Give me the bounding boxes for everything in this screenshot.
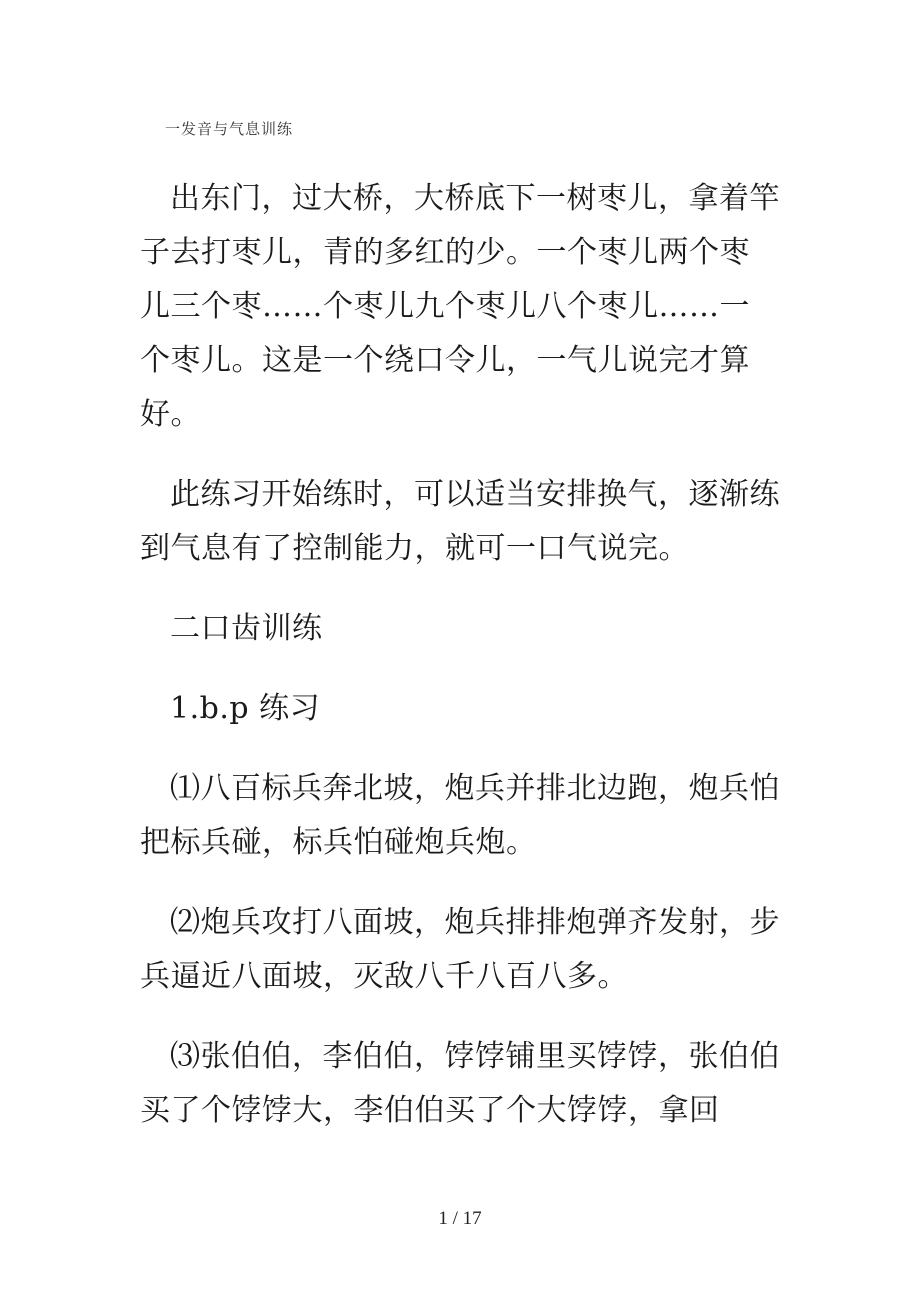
section-heading: 二口齿训练 [170, 611, 323, 646]
exercise-item-2: ⑵炮兵攻打八面坡，炮兵排排炮弹齐发射，步兵逼近八面坡，灭敌八千八百八多。 [140, 905, 780, 994]
paragraph-intro: 出东门，过大桥，大桥底下一树枣儿，拿着竿子去打枣儿，青的多红的少。一个枣儿两个枣儿三个枣……个枣儿九个枣儿八个枣儿……一个枣儿。这是一个绕口令儿，一气儿说完才算好。 [140, 181, 780, 432]
exercise-item-3: ⑶张伯伯，李伯伯，饽饽铺里买饽饽，张伯伯买了个饽饽大，李伯伯买了个大饽饽，拿回 [140, 1039, 780, 1128]
body-text [140, 172, 780, 1138]
running-header: 一发音与气息训练 [165, 120, 294, 138]
exercise-item-1: ⑴八百标兵奔北坡，炮兵并排北边跑，炮兵怕把标兵碰，标兵怕碰炮兵炮。 [140, 771, 780, 860]
page-number: 1 / 17 [438, 1208, 482, 1229]
subsection-heading: 1.b.p 练习 [170, 691, 321, 726]
paragraph-breathing-note: 此练习开始练时，可以适当安排换气，逐渐练到气息有了控制能力，就可一口气说完。 [140, 477, 780, 566]
